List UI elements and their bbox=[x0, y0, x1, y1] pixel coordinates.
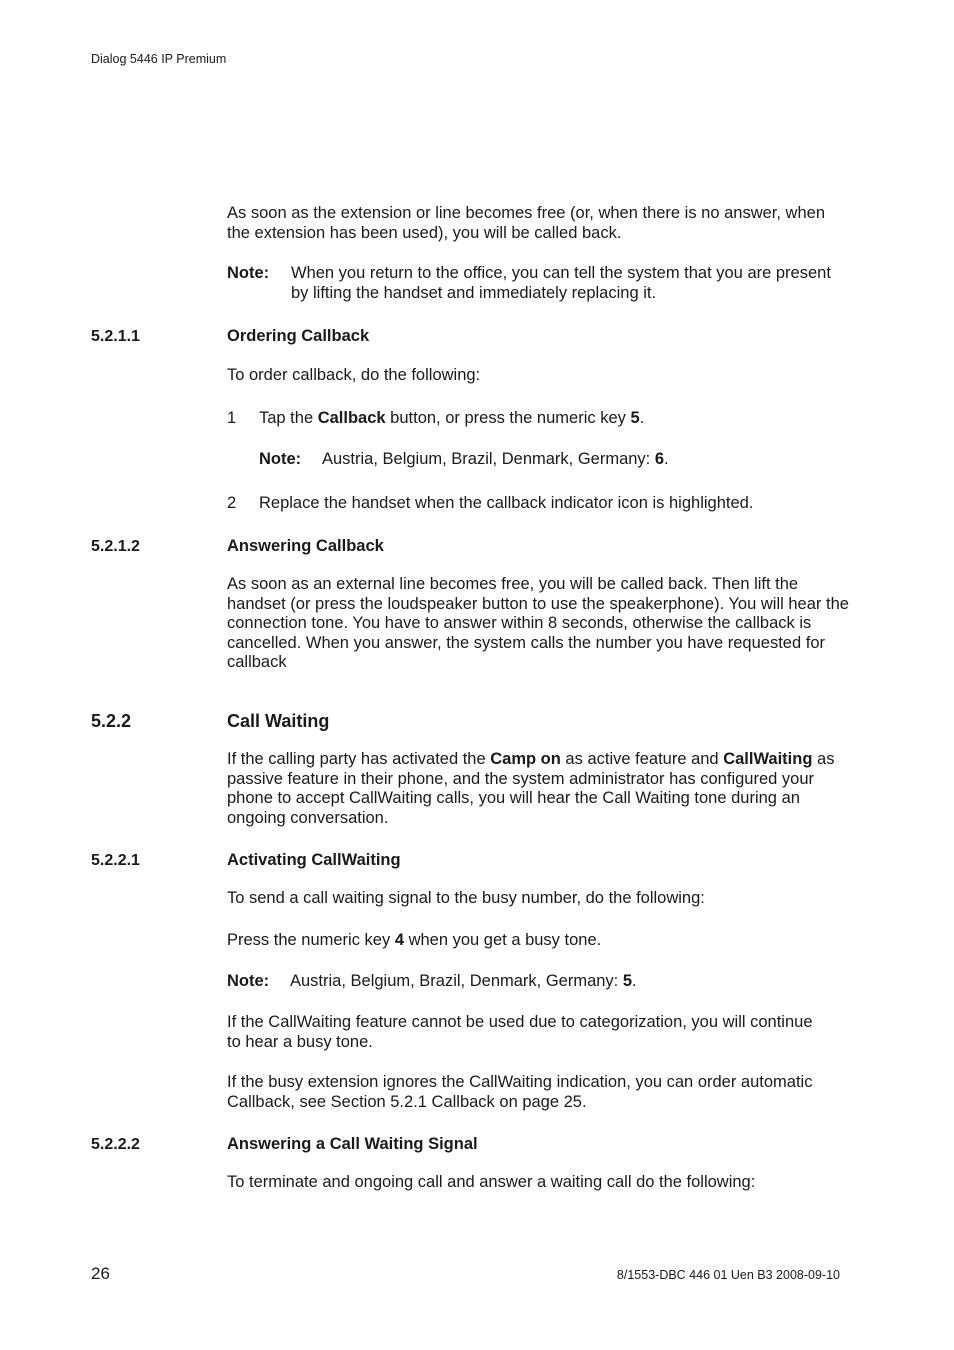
page-number: 26 bbox=[91, 1264, 110, 1283]
section-paragraph bbox=[227, 750, 853, 828]
step-text-part: . bbox=[639, 409, 645, 427]
step-text-part: Tap the bbox=[259, 409, 318, 427]
section-title: Answering a Call Waiting Signal bbox=[227, 1135, 478, 1153]
numeric-key-label: 6 bbox=[654, 450, 665, 468]
step-note bbox=[259, 450, 859, 472]
step-text bbox=[259, 409, 644, 428]
section-title: Call Waiting bbox=[227, 711, 330, 731]
section-title: Ordering Callback bbox=[227, 327, 370, 345]
paragraph-part: as passive feature in their phone, and the system administrator has configured your phone to accept CallWaiting calls, you will hear the Call Waiting tone during an ongoing conversation. bbox=[227, 750, 835, 827]
section-lead: To send a call waiting signal to the busy number, do the following: bbox=[227, 889, 705, 907]
document-id: 8/1553-DBC 446 01 Uen B3 2008-09-10 bbox=[616, 1268, 840, 1282]
section-number: 5.2.1.2 bbox=[91, 538, 140, 555]
instruction-text bbox=[227, 931, 852, 951]
numeric-key-label: 5 bbox=[622, 972, 633, 990]
instruction-part: when you get a busy tone. bbox=[404, 931, 602, 949]
running-header: Dialog 5446 IP Premium bbox=[91, 52, 227, 66]
section-title: Activating CallWaiting bbox=[227, 851, 401, 869]
section-paragraph: If the busy extension ignores the CallWaiting indication, you can order automatic Callback, see Section 5.2.1 Callback on page 25. bbox=[227, 1073, 813, 1111]
section-paragraph: If the CallWaiting feature cannot be used due to categorization, you will continue to hear a busy tone. bbox=[227, 1013, 813, 1051]
paragraph-part: If the calling party has activated the bbox=[227, 750, 491, 768]
numeric-key-label: 4 bbox=[394, 931, 404, 949]
section-lead: To order callback, do the following: bbox=[227, 366, 481, 384]
step-text-part: button, or press the numeric key bbox=[385, 409, 631, 427]
section-title: Answering Callback bbox=[227, 537, 384, 555]
feature-name: Camp on bbox=[490, 750, 561, 768]
note-label: Note: bbox=[227, 264, 270, 282]
note-text-part: . bbox=[664, 450, 669, 468]
step-number: 2 bbox=[227, 494, 237, 512]
note-text bbox=[290, 972, 637, 992]
section-lead: To terminate and ongoing call and answer a waiting call do the following: bbox=[227, 1173, 756, 1191]
note-label: Note: bbox=[227, 972, 270, 990]
section-number: 5.2.2.1 bbox=[91, 852, 140, 869]
section-number: 5.2.1.1 bbox=[91, 328, 140, 345]
feature-name: CallWaiting bbox=[723, 750, 813, 768]
step-text: Replace the handset when the callback indicator icon is highlighted. bbox=[259, 494, 754, 512]
note-text-part: Austria, Belgium, Brazil, Denmark, Germany: bbox=[322, 450, 655, 468]
step-number: 1 bbox=[227, 409, 237, 427]
note-label: Note: bbox=[259, 450, 302, 468]
note-text-part: Austria, Belgium, Brazil, Denmark, Germany: bbox=[290, 972, 623, 990]
instruction-part: Press the numeric key bbox=[227, 931, 395, 949]
callback-key-label: Callback bbox=[317, 409, 386, 427]
section-paragraph: As soon as an external line becomes free, you will be called back. Then lift the handset (or press the loudspeaker button to use the speakerphone). You will hear the connection tone. You have to answer within 8 seconds, otherwise the callback is cancelled. When you answer, the system calls the number you have requested for callback bbox=[227, 575, 849, 671]
section-number: 5.2.2.2 bbox=[91, 1136, 140, 1153]
paragraph-part: as active feature and bbox=[560, 750, 724, 768]
note-text bbox=[322, 450, 669, 470]
intro-note bbox=[227, 264, 852, 304]
note-text: When you return to the office, you can tell the system that you are present by lifting the handset and immediately replacing it. bbox=[291, 264, 831, 302]
section-number: 5.2.2 bbox=[91, 711, 132, 731]
section-note bbox=[227, 972, 852, 994]
note-text-part: . bbox=[632, 972, 637, 990]
numeric-key-label: 5 bbox=[630, 409, 640, 427]
intro-paragraph: As soon as the extension or line becomes free (or, when there is no answer, when the extension has been used), you will be called back. bbox=[227, 204, 826, 242]
